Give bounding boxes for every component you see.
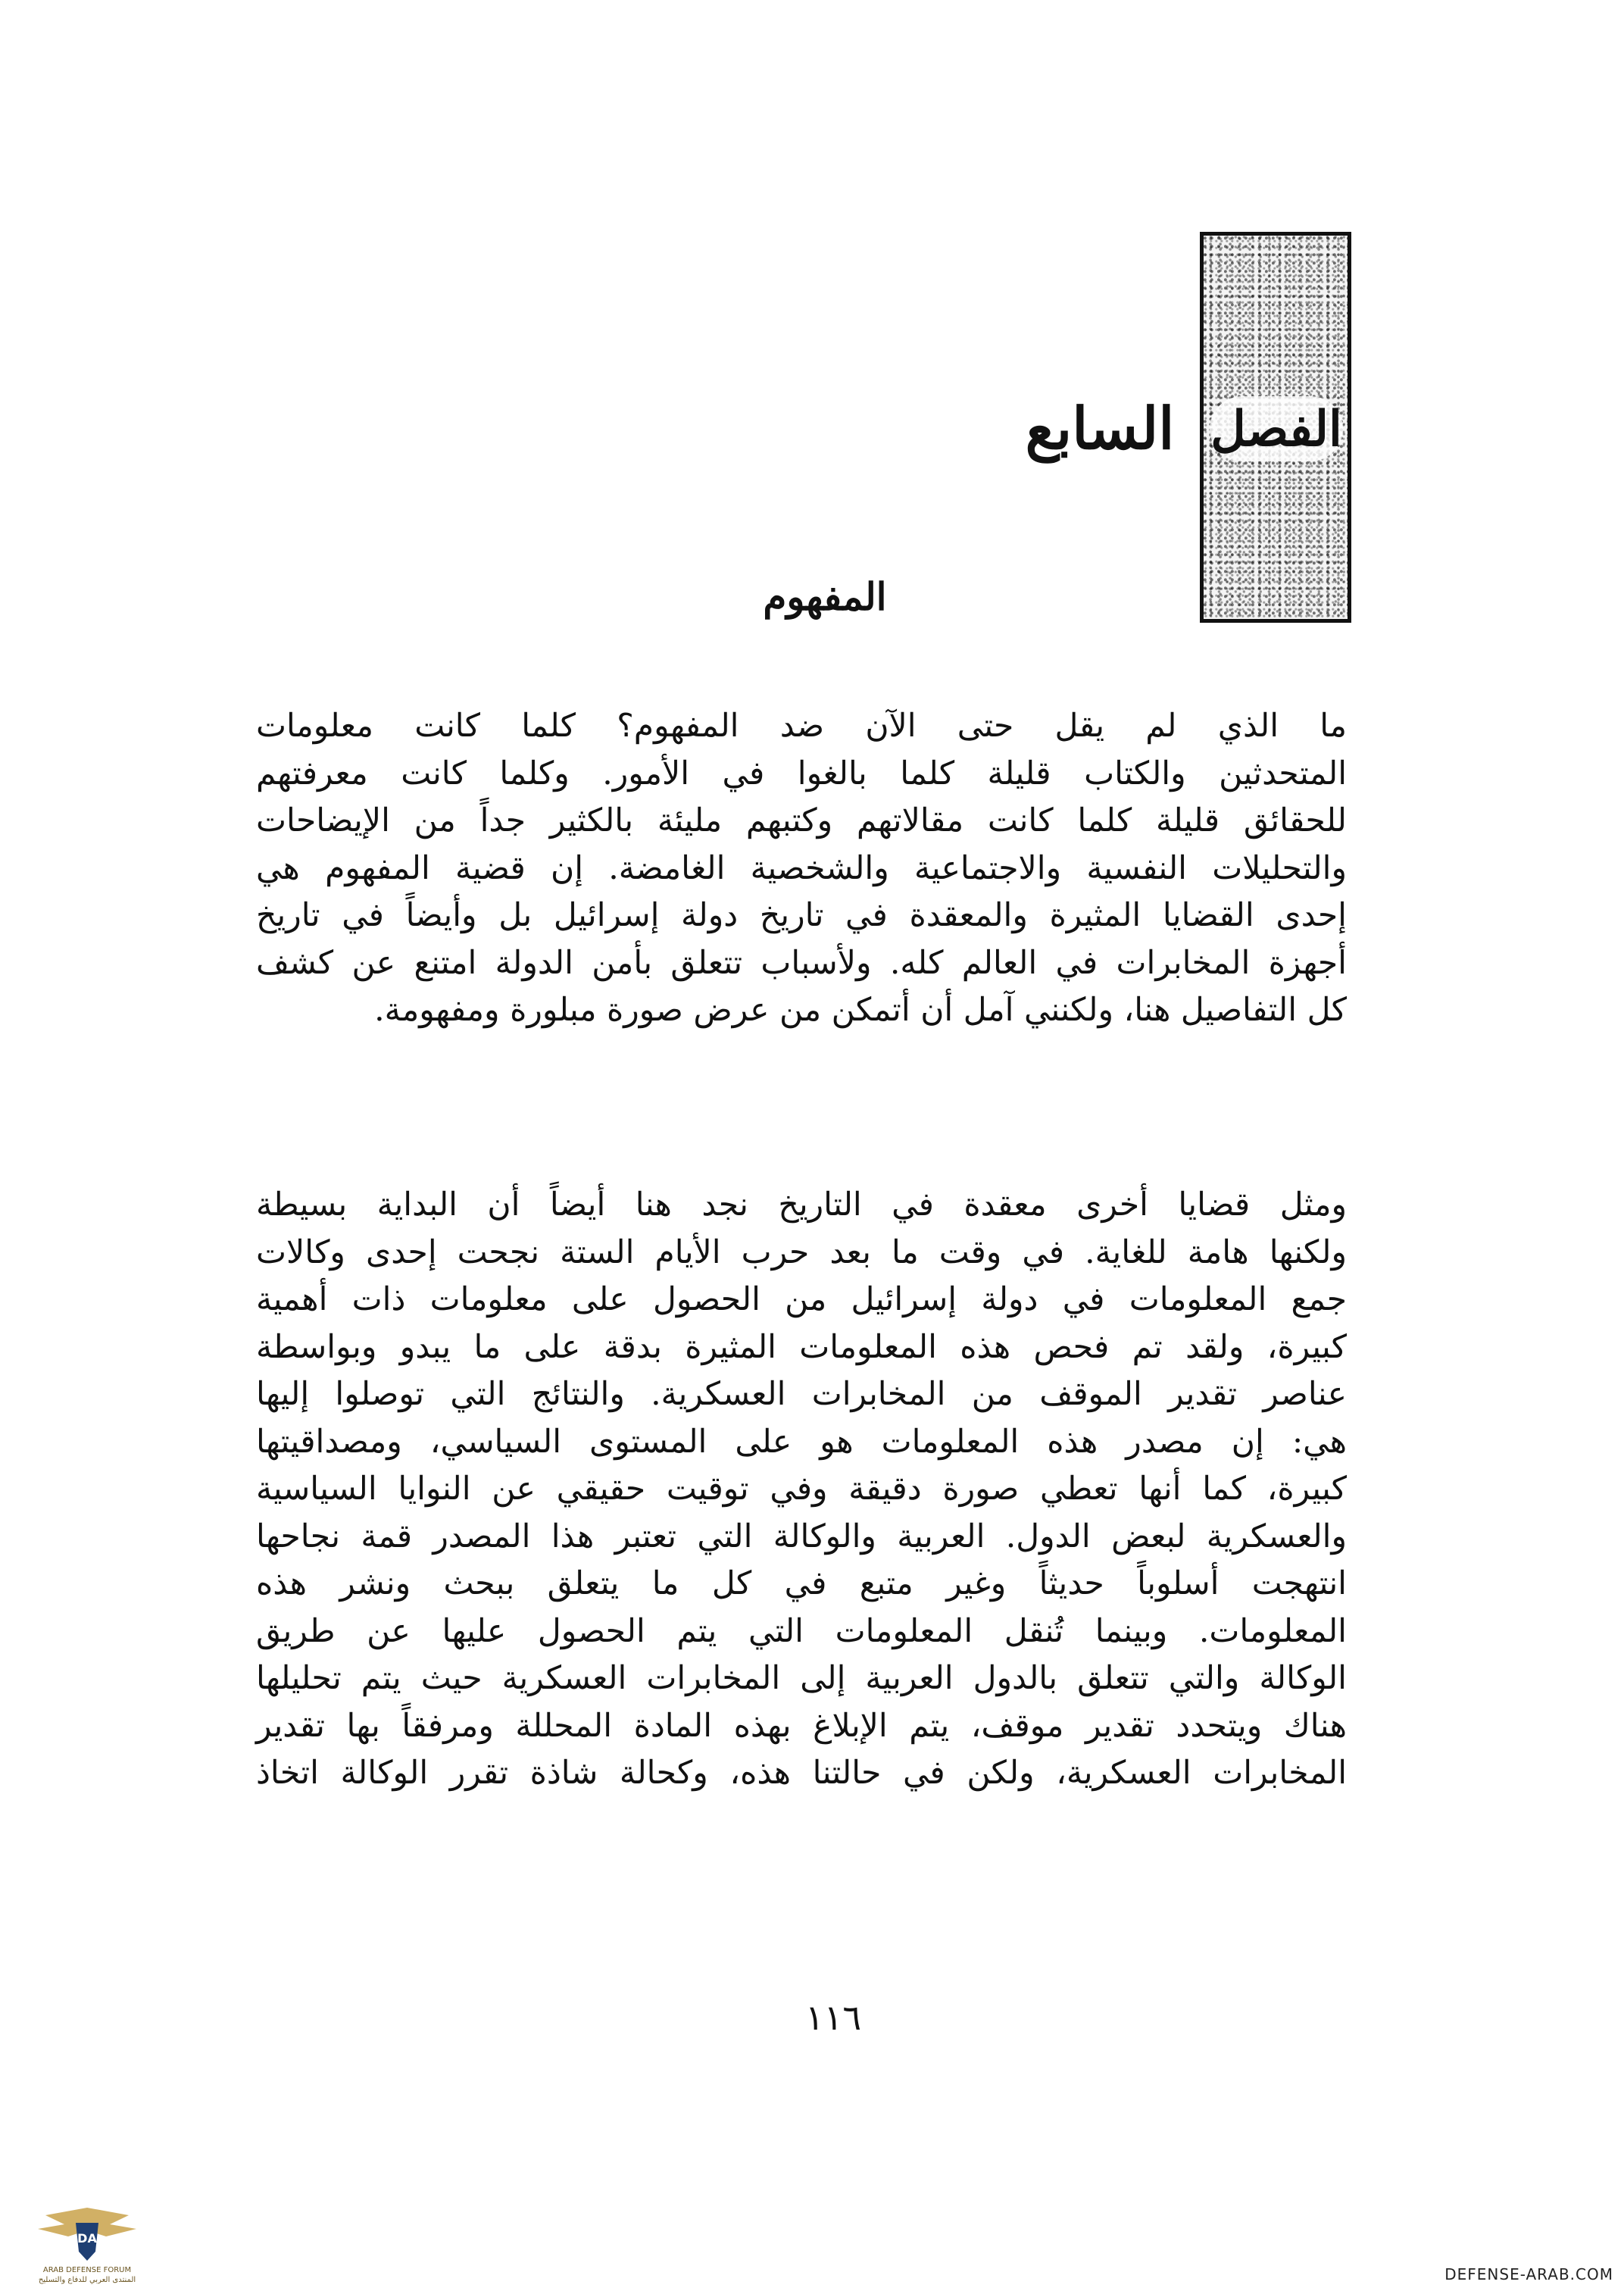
paragraph-1: [256, 703, 1347, 1035]
text-line: المخابرات العسكرية، ولكن في حالتنا هذه، وكحالة شاذة تقرر الوكالة اتخاذ: [256, 1755, 1347, 1792]
page-number: ١١٦: [804, 1997, 862, 2038]
text-line: الوكالة والتي تتعلق بالدول العربية إلى المخابرات العسكرية حيث يتم تحليلها: [256, 1660, 1347, 1697]
paragraph-2: [256, 1182, 1347, 1798]
watermark-logo-text: ARAB DEFENSE FORUM: [42, 2266, 132, 2274]
watermark-site-label: DEFENSE-ARAB.COM: [1444, 2265, 1613, 2283]
text-line: إحدى القضايا المثيرة والمعقدة في تاريخ دولة إسرائيل بل وأيضاً في تاريخ: [256, 897, 1347, 934]
text-line: جمع المعلومات في دولة إسرائيل من الحصول على معلومات ذات أهمية: [256, 1281, 1347, 1318]
text-line: المعلومات. وبينما تُنقل المعلومات التي يتم الحصول عليها عن طريق: [256, 1612, 1347, 1650]
watermark-caption: [15, 2265, 159, 2285]
watermark-logo-subtext: المنتدى العربي للدفاع والتسليح: [38, 2276, 136, 2284]
text-line: والعسكرية لبعض الدول. العربية والوكالة التي تعتبر هذا المصدر قمة نجاحها: [256, 1517, 1347, 1555]
text-line: كل التفاصيل هنا، ولكنني آمل أن أتمكن من عرض صورة مبلورة ومفهومة.: [374, 992, 1347, 1029]
chapter-number-label: السابع: [1025, 394, 1175, 462]
text-line: هناك ويتحدد تقدير موقف، يتم الإبلاغ بهذه المادة المحللة ومرفقاً بها تقدير: [256, 1707, 1347, 1745]
svg-text:DA: DA: [77, 2231, 97, 2246]
text-line: كبيرة، كما أنها تعطي صورة دقيقة وفي توقيت حقيقي عن النوايا السياسية: [256, 1471, 1347, 1508]
text-line: للحقائق قليلة كلما كانت مقالاتهم وكتبهم مليئة بالكثير جداً من الإيضاحات: [256, 802, 1347, 839]
section-title: المفهوم: [763, 574, 887, 619]
chapter-label-word: الفصل: [1210, 396, 1343, 461]
text-line: ومثل قضايا أخرى معقدة في التاريخ نجد هنا أيضاً أن البداية بسيطة: [256, 1186, 1347, 1224]
text-line: ما الذي لم يقل حتى الآن ضد المفهوم؟ كلما كانت معلومات: [256, 708, 1347, 745]
chapter-heading-box: [1200, 232, 1351, 623]
text-line: انتهجت أسلوباً حديثاً وغير متبع في كل ما يتعلق ببحث ونشر هذه: [256, 1565, 1347, 1602]
text-line: ولكنها هامة للغاية. في وقت ما بعد حرب الأيام الستة نجحت إحدى وكالات: [256, 1233, 1347, 1271]
text-line: المتحدثين والكتاب قليلة كلما بالغوا في الأمور. وكلما كانت معرفتهم: [256, 755, 1347, 792]
text-line: أجهزة المخابرات في العالم كله. ولأسباب تتعلق بأمن الدولة امتنع عن كشف: [256, 944, 1347, 982]
text-line: كبيرة، ولقد تم فحص هذه المعلومات المثيرة بدقة على ما يبدو وبواسطة: [256, 1328, 1347, 1366]
text-line: والتحليلات النفسية والاجتماعية والشخصية الغامضة. إن قضية المفهوم هي: [256, 849, 1347, 887]
text-line: هي: إن مصدر هذه المعلومات هو على المستوى السياسي، ومصداقيتها: [256, 1423, 1347, 1461]
text-line: عناصر تقدير الموقف من المخابرات العسكرية. والنتائج التي توصلوا إليها: [256, 1376, 1347, 1413]
